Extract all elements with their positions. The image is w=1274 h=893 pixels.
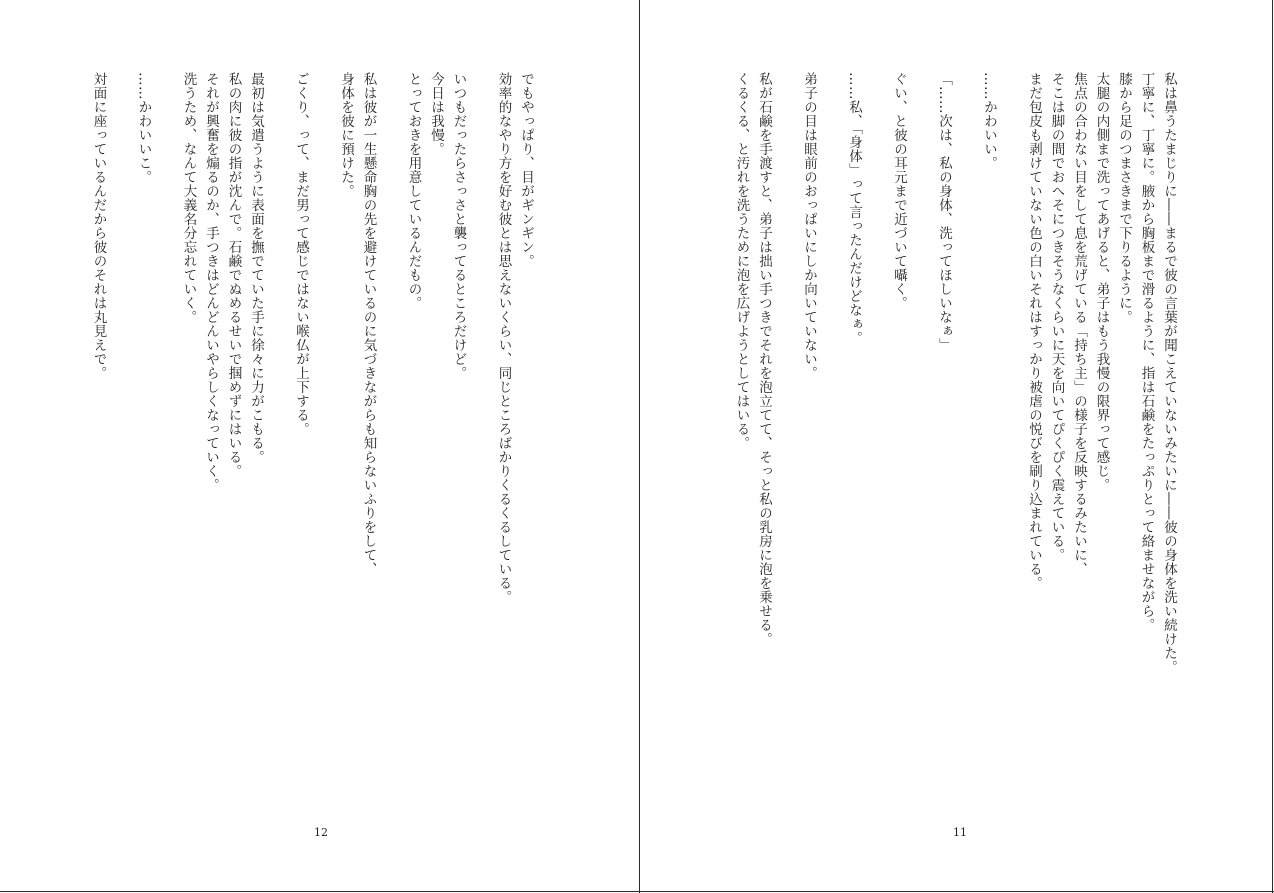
page-gutter-divider xyxy=(639,0,640,893)
left-page-text xyxy=(87,72,537,792)
text-line: ぐい、と彼の耳元まで近づいて囁く。 xyxy=(891,72,907,310)
text-line: ……かわいいこ。 xyxy=(135,72,152,184)
text-line: いつもだったらさっさと襲ってるところだけど。 xyxy=(450,72,467,380)
text-line: 私は彼が一生懸命胸の先を避けているのに気づきながらも知らないふりをして、 xyxy=(360,72,377,576)
text-line: 今日は我慢。 xyxy=(428,72,444,156)
text-line: 効率的なやり方を好む彼とは思えないくらい、同じところばかりくるくるしている。 xyxy=(495,72,512,604)
text-line: まだ包皮も剥けていない色の白いそれはすっかり被虐の悦びを刷り込まれている。 xyxy=(1026,72,1042,590)
text-line: 弟子の目は眼前のおっぱいにしか向いていない。 xyxy=(801,72,817,380)
text-line: ……かわいい。 xyxy=(981,72,997,170)
text-line: 丁寧に、丁寧に。腋から胸板まで滑るように、指は石鹸をたっぷりとって絡ませながら。 xyxy=(1138,72,1155,632)
text-line: ごくり、って、まだ男って感じではない喉仏が上下する。 xyxy=(293,72,309,436)
right-page xyxy=(641,0,1272,891)
text-line: それが興奮を煽るのか、手つきはどんどんいやらしくなっていく。 xyxy=(203,72,219,492)
text-line: そこは脚の間でおへそにつきそうなくらいに天を向いてぴくぴく震えている。 xyxy=(1048,72,1065,562)
text-line: とっておきを用意しているんだもの。 xyxy=(405,72,422,310)
text-line: 膝から足のつまさきまで下りるように。 xyxy=(1116,72,1132,324)
text-line: 焦点の合わない目をして息を荒げている「持ち主」の様子を反映するみたいに、 xyxy=(1071,72,1087,576)
text-line: ……私、「身体」って言ったんだけどなぁ。 xyxy=(846,72,862,346)
text-line: 最初は気遣うように表面を撫でていた手に徐々に力がこもる。 xyxy=(248,72,264,464)
text-line: でもやっぱり、目がギンギン。 xyxy=(518,72,534,268)
text-line: 対面に座っているんだから彼のそれは丸見えで。 xyxy=(90,72,107,380)
text-line: 身体を彼に預けた。 xyxy=(338,72,354,198)
text-line: 私の肉に彼の指が沈んで。石鹸でぬめるせいで掴めずにはいる。 xyxy=(225,72,242,478)
page-number-right: 11 xyxy=(953,826,967,839)
right-page-text xyxy=(730,72,1180,792)
text-line: 太腿の内側まで洗ってあげると、弟子はもう我慢の限界って感じ。 xyxy=(1093,72,1110,492)
text-line: 洗うため、なんて大義名分忘れていく。 xyxy=(180,72,197,324)
text-line: くるくる、と汚れを洗うために泡を広げようとしてはいる。 xyxy=(733,72,750,450)
page-right-border xyxy=(1272,0,1273,893)
page-bottom-border xyxy=(0,891,1274,892)
text-line: 私が石鹸を手渡すと、弟子は拙い手つきでそれを泡立てて、そっと私の乳房に泡を乗せる。 xyxy=(756,72,772,646)
page-number-left: 12 xyxy=(314,826,328,839)
text-line: 私は鼻うたまじりに――まるで彼の言葉が聞こえていないみたいに――彼の身体を洗い続けた。 xyxy=(1161,72,1177,674)
text-line: 「……次は、私の身体、洗ってほしいなぁ」 xyxy=(936,72,952,352)
